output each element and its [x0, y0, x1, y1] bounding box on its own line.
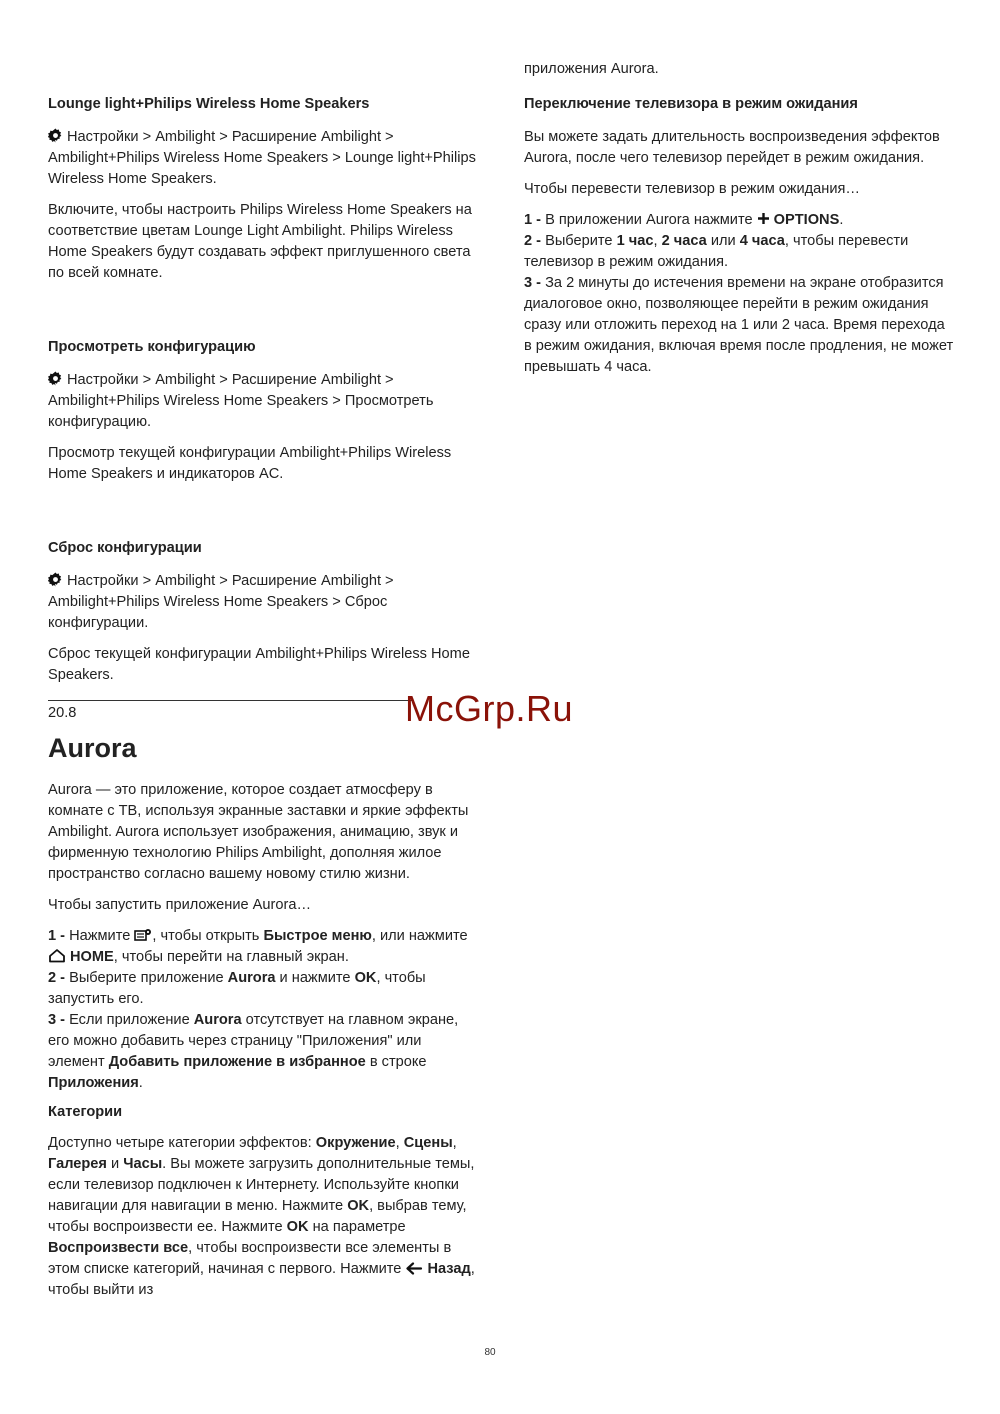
quick-menu-icon	[134, 928, 152, 942]
step-2: 2 - Выберите 1 час, 2 часа или 4 часа, чтобы перевести телевизор в режим ожидания.	[524, 233, 909, 270]
aurora-section	[48, 780, 478, 1311]
standby-steps	[524, 210, 954, 378]
categories-paragraph: Доступно четыре категории эффектов: Окружение, Сцены, Галерея и Часы. Вы можете загрузить дополнительные темы, если телевизор подключен к Интернету. Используйте кнопки навигации для навигации в меню. Нажмите OK, выбрав тему, чтобы воспроизвести ее. Нажмите OK на параметре Воспроизвести все, чтобы воспроизвести все элементы в этом списке категорий, начиная с первого. Нажмите Назад, чтобы выйти из	[48, 1135, 475, 1298]
heading-view-config: Просмотреть конфигурацию	[48, 339, 256, 355]
steps-list	[48, 926, 478, 1094]
watermark: McGrp.Ru	[405, 688, 574, 729]
settings-path	[48, 370, 478, 433]
heading-categories: Категории	[48, 1104, 123, 1120]
paragraph: Вы можете задать длительность воспроизведения эффектов Aurora, после чего телевизор перейдет в режим ожидания.	[524, 129, 940, 166]
continued-text: приложения Aurora.	[524, 61, 659, 77]
heading-reset-config: Сброс конфигурации	[48, 540, 202, 556]
right-column	[524, 59, 954, 378]
page-number: 80	[484, 1347, 496, 1358]
settings-path-text: Настройки > Ambilight > Расширение Ambilight > Ambilight+Philips Wireless Home Speakers > Lounge light+Philips Wireless Home Speakers.	[48, 129, 476, 187]
back-arrow-icon	[405, 1262, 423, 1275]
paragraph: Сброс текущей конфигурации Ambilight+Philips Wireless Home Speakers.	[48, 646, 470, 683]
settings-path-text: Настройки > Ambilight > Расширение Ambilight > Ambilight+Philips Wireless Home Speakers > Просмотреть конфигурацию.	[48, 372, 434, 430]
home-icon	[48, 948, 66, 963]
heading-standby: Переключение телевизора в режим ожидания	[524, 96, 858, 112]
paragraph: Aurora — это приложение, которое создает атмосферу в комнате с ТВ, используя экранные заставки и яркие эффекты Ambilight. Aurora использует изображения, анимацию, звук и фирменную технологию Philips Ambilight, дополняя жилое пространство согласно вашему новому стилю жизни.	[48, 782, 469, 882]
settings-path-text: Настройки > Ambilight > Расширение Ambilight > Ambilight+Philips Wireless Home Speakers > Сброс конфигурации.	[48, 573, 394, 631]
plus-icon	[757, 212, 770, 225]
paragraph: Просмотр текущей конфигурации Ambilight+Philips Wireless Home Speakers и индикаторов AC.	[48, 445, 452, 482]
paragraph: Включите, чтобы настроить Philips Wireless Home Speakers на соответствие цветам Lounge Light Ambilight. Philips Wireless Home Speakers будут создавать эффект приглушенного света по всей комнате.	[48, 202, 472, 281]
paragraph: Чтобы запустить приложение Aurora…	[48, 897, 312, 913]
step-1: 1 - В приложении Aurora нажмите OPTIONS.	[524, 212, 844, 228]
heading-lounge-light: Lounge light+Philips Wireless Home Speakers	[48, 96, 370, 112]
gear-icon	[48, 128, 63, 143]
section-number: 20.8	[48, 705, 77, 721]
step-2: 2 - Выберите приложение Aurora и нажмите OK, чтобы запустить его.	[48, 970, 426, 1007]
gear-icon	[48, 371, 63, 386]
paragraph: Чтобы перевести телевизор в режим ожидания…	[524, 181, 860, 197]
left-column	[48, 94, 478, 696]
section-divider	[48, 700, 414, 701]
step-1: 1 - Нажмите , чтобы открыть Быстрое меню, или нажмите HOME, чтобы перейти на главный экран.	[48, 928, 468, 965]
settings-path	[48, 127, 478, 190]
gear-icon	[48, 572, 63, 587]
settings-path	[48, 571, 478, 634]
step-3: 3 - За 2 минуты до истечения времени на экране отобразится диалоговое окно, позволяющее перейти в режим ожидания сразу или отложить переход на 1 или 2 часа. Время перехода в режим ожидания, включая время после продления, не может превышать 4 часа.	[524, 275, 954, 375]
section-title: Aurora	[48, 733, 137, 763]
step-3: 3 - Если приложение Aurora отсутствует на главном экране, его можно добавить через страницу "Приложения" или элемент Добавить приложение в избранное в строке Приложения.	[48, 1012, 459, 1091]
